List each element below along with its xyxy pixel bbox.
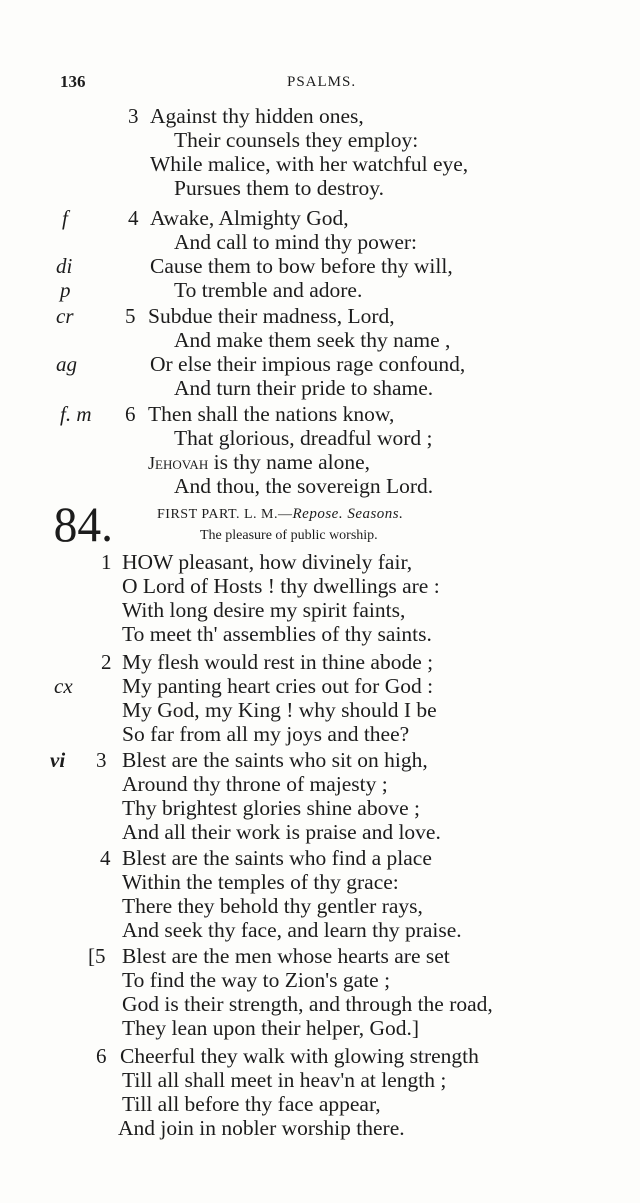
dynamic-mark: di: [56, 254, 73, 278]
verse-line: So far from all my joys and thee?: [122, 722, 410, 746]
verse-line: There they behold thy gentler rays,: [122, 894, 423, 918]
jehovah-smallcaps: Jehovah: [148, 453, 209, 473]
verse-line: Around thy throne of majesty ;: [122, 772, 388, 796]
psalm-subtitle: The pleasure of public worship.: [200, 528, 378, 543]
dynamic-mark: f. m: [60, 402, 92, 426]
verse-line: Till all before thy face appear,: [122, 1092, 381, 1116]
tune-names: Repose. Seasons.: [292, 506, 404, 522]
verse-line: Against thy hidden ones,: [150, 104, 364, 128]
stanza-number: 5: [125, 304, 136, 328]
stanza-number: 6: [125, 402, 136, 426]
verse-line: And join in nobler worship there.: [118, 1116, 405, 1140]
running-title: PSALMS.: [287, 74, 357, 90]
verse-line: HOW pleasant, how divinely fair,: [122, 550, 413, 574]
stanza-number: 3: [128, 104, 139, 128]
verse-line: My panting heart cries out for God :: [122, 674, 434, 698]
verse-line: And make them seek thy name ,: [174, 328, 451, 352]
verse-line: Blest are the saints who sit on high,: [122, 748, 428, 772]
verse-line: My flesh would rest in thine abode ;: [122, 650, 434, 674]
verse-line: And thou, the sovereign Lord.: [174, 474, 434, 498]
verse-line: Till all shall meet in heav'n at length ;: [122, 1068, 447, 1092]
verse-line: They lean upon their helper, God.]: [122, 1016, 420, 1040]
stanza-number: 4: [100, 846, 111, 870]
verse-line: And call to mind thy power:: [174, 230, 418, 254]
stanza-number: 2: [101, 650, 112, 674]
verse-line-rest: is thy name alone,: [213, 450, 371, 474]
dynamic-mark: cr: [56, 304, 74, 328]
meter-label: FIRST PART. L. M.—: [157, 507, 293, 522]
dynamic-mark: f: [62, 206, 68, 230]
verse-line: While malice, with her watchful eye,: [150, 152, 469, 176]
stanza-number: 4: [128, 206, 139, 230]
stanza-number: 1: [101, 550, 112, 574]
verse-line: That glorious, dreadful word ;: [174, 426, 433, 450]
verse-line: Blest are the saints who find a place: [122, 846, 432, 870]
verse-line: Subdue their madness, Lord,: [148, 304, 395, 328]
verse-line: To meet th' assemblies of thy saints.: [122, 622, 432, 646]
page-number: 136: [60, 72, 86, 91]
verse-line: And seek thy face, and learn thy praise.: [122, 918, 462, 942]
verse-line: Blest are the men whose hearts are set: [122, 944, 450, 968]
verse-line: Within the temples of thy grace:: [122, 870, 399, 894]
psalm-number: 84.: [53, 496, 113, 552]
verse-line: Awake, Almighty God,: [150, 206, 349, 230]
verse-line: My God, my King ! why should I be: [122, 698, 437, 722]
verse-line: Then shall the nations know,: [148, 402, 395, 426]
verse-line: Cause them to bow before thy will,: [150, 254, 453, 278]
stanza-number: [5: [88, 944, 106, 968]
verse-line: Thy brightest glories shine above ;: [122, 796, 420, 820]
verse-line: Or else their impious rage confound,: [150, 352, 466, 376]
verse-line: Cheerful they walk with glowing strength: [120, 1044, 479, 1068]
dynamic-mark: vi: [50, 748, 66, 772]
verse-line: [148, 450, 370, 475]
verse-line: O Lord of Hosts ! thy dwellings are :: [122, 574, 440, 598]
verse-line: Pursues them to destroy.: [174, 176, 385, 200]
verse-line: To find the way to Zion's gate ;: [122, 968, 391, 992]
verse-line: And turn their pride to shame.: [174, 376, 434, 400]
dynamic-mark: ag: [56, 352, 77, 376]
stanza-number: 6: [96, 1044, 107, 1068]
verse-line: To tremble and adore.: [174, 278, 363, 302]
verse-line: With long desire my spirit faints,: [122, 598, 406, 622]
verse-line: And all their work is praise and love.: [122, 820, 441, 844]
psalm-heading: [157, 506, 403, 523]
dynamic-mark: p: [60, 278, 71, 302]
verse-line: God is their strength, and through the road,: [122, 992, 493, 1016]
stanza-number: 3: [96, 748, 107, 772]
verse-line: Their counsels they employ:: [174, 128, 419, 152]
dynamic-mark: cx: [54, 674, 73, 698]
